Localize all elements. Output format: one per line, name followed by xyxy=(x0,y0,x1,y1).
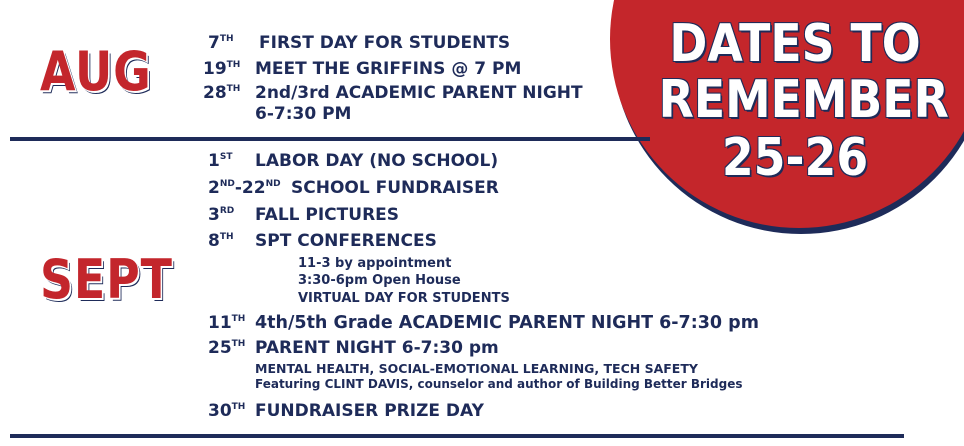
event-detail: 6-7:30 PM xyxy=(255,104,352,124)
event-date-range: 2ND-22ND xyxy=(208,178,281,198)
month-label-aug: AUG xyxy=(40,40,152,103)
badge-title-line2: REMEMBER xyxy=(658,70,949,130)
event-date: 19TH xyxy=(203,59,241,79)
event-detail: 11-3 by appointment xyxy=(298,256,452,271)
bottom-divider xyxy=(10,434,904,438)
event-title: 2nd/3rd ACADEMIC PARENT NIGHT xyxy=(255,83,583,103)
event-detail: VIRTUAL DAY FOR STUDENTS xyxy=(298,291,510,306)
event-title: FALL PICTURES xyxy=(255,205,400,225)
event-detail: 3:30-6pm Open House xyxy=(298,273,461,288)
event-date: 25TH xyxy=(208,338,246,358)
event-title: 4th/5th Grade ACADEMIC PARENT NIGHT 6-7:30 pm xyxy=(255,313,759,333)
event-title: FUNDRAISER PRIZE DAY xyxy=(255,401,484,421)
badge-title-line3: 25-26 xyxy=(721,128,869,188)
event-date: 7TH xyxy=(208,33,234,53)
event-detail: Featuring CLINT DAVIS, counselor and author of Building Better Bridges xyxy=(255,377,743,391)
event-date: 11TH xyxy=(208,313,246,333)
event-title: FIRST DAY FOR STUDENTS xyxy=(259,33,511,53)
event-title: MEET THE GRIFFINS @ 7 PM xyxy=(255,59,522,79)
event-title: PARENT NIGHT 6-7:30 pm xyxy=(255,338,499,358)
section-divider xyxy=(10,137,650,141)
event-detail: MENTAL HEALTH, SOCIAL-EMOTIONAL LEARNING, TECH SAFETY xyxy=(255,361,698,376)
event-title: SPT CONFERENCES xyxy=(255,231,437,251)
event-date: 3RD xyxy=(208,205,235,225)
month-label-sept: SEPT xyxy=(40,248,173,311)
event-date: 1ST xyxy=(208,151,233,171)
badge-title-line1: DATES TO xyxy=(669,14,921,74)
event-title: LABOR DAY (NO SCHOOL) xyxy=(255,151,499,171)
event-date: 28TH xyxy=(203,83,241,103)
event-title: SCHOOL FUNDRAISER xyxy=(291,178,499,198)
event-date: 30TH xyxy=(208,401,246,421)
event-date: 8TH xyxy=(208,231,234,251)
